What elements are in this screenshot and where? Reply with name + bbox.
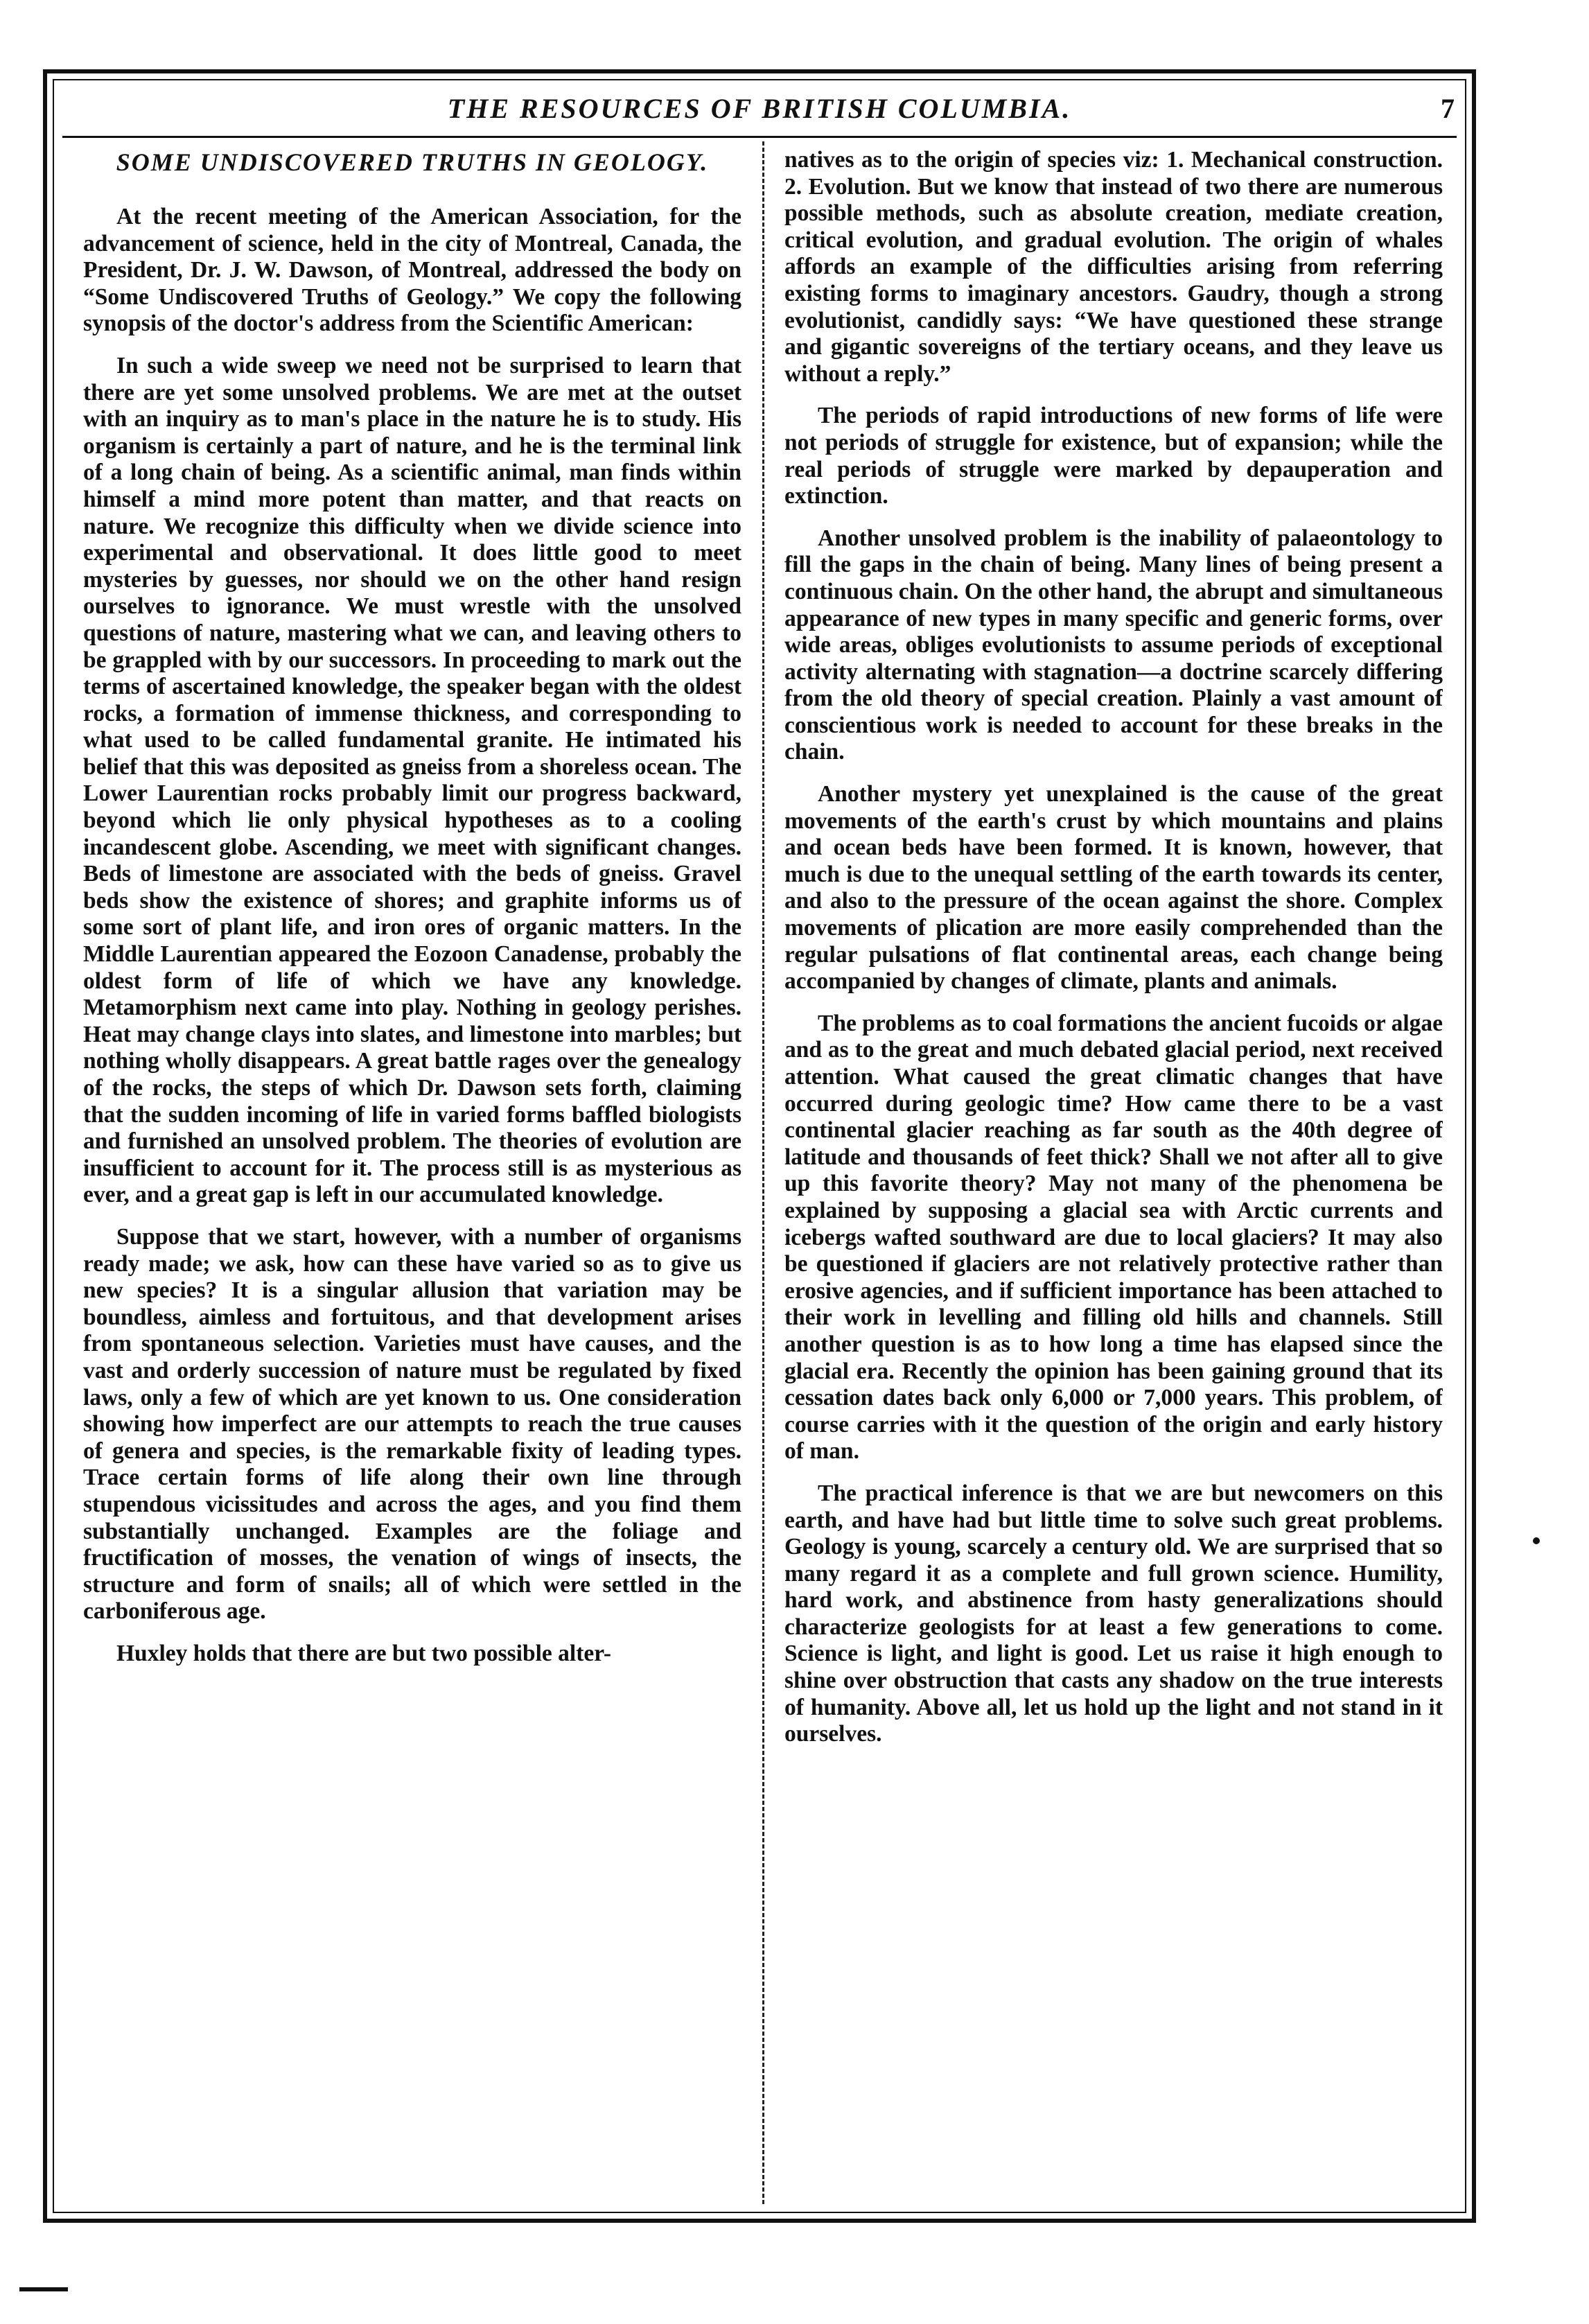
paragraph: The practical inference is that we are but newcomers on this earth, and have had but little time to solve such great problems. Geology is young, scarcely a century old. We are surprised that so many regard it as a complete and full grown science. Humility, hard work, and abstinence from hasty generalizations should characterize geologists for at least a few generations to come. Science is light, and light is good. Let us raise it high enough to shine over obstruction that casts any shadow on the true interests of humanity. Above all, let us hold up the light and not stand in it ourselves. bbox=[784, 1480, 1443, 1747]
paragraph: The periods of rapid introductions of new forms of life were not periods of struggle for existence, but of expansion; while the real periods of struggle were marked by depauperation and extinction. bbox=[784, 403, 1443, 509]
paragraph: Another mystery yet unexplained is the cause of the great movements of the earth's crust by which mountains and plains and ocean beds have been formed. It is known, however, that much is due to the unequal settling of the earth towards its center, and also to the pressure of the ocean against the shore. Complex movements of plication are more easily comprehended than the regular pulsations of flat continental areas, each change being accompanied by changes of climate, plants and animals. bbox=[784, 781, 1443, 995]
paragraph: Huxley holds that there are but two possible alter- bbox=[116, 1640, 612, 1666]
paragraph-continued: natives as to the origin of species viz: 1. Mechanical construction. 2. Evolution. But we know that instead of two there are numerous possible methods, such as absolute creation, mediate creation, critical evolution, and gradual evolution. The origin of whales affords an example of the difficulties arising from referring existing forms to imaginary ancestors. Gaudry, though a strong evolutionist, candidly says: “We have questioned these strange and gigantic sovereigns of the tertiary oceans, and they leave us without a reply.” bbox=[784, 147, 1443, 387]
article-title: SOME UNDISCOVERED TRUTHS IN GEOLOGY. bbox=[116, 148, 709, 176]
header-rule bbox=[62, 136, 1457, 138]
right-column bbox=[784, 147, 1443, 2199]
paragraph: The problems as to coal formations the ancient fucoids or algae and as to the great and much debated glacial period, next received attention. What caused the great climatic changes that have occurred during geologic time? How came there to be a vast continental glacier reaching as far south as the 40th degree of latitude and thousands of feet thick? Shall we not after all to give up this favorite theory? May not many of the phenomena be explained by supposing a glacial sea with Arctic currents and icebergs wafted southward are due to local glaciers? It may also be questioned if glaciers are not relatively protective rather than erosive agencies, and if sufficient importance has been attached to their work in levelling and filling old hills and channels. Still another question is as to how long a time has elapsed since the glacial era. Recently the opinion has been gaining ground that its cessation dates back only 6,000 or 7,000 years. This problem, of course carries with it the question of the origin and early history of man. bbox=[784, 1010, 1443, 1465]
running-title: THE RESOURCES OF BRITISH COLUMBIA. bbox=[447, 93, 1072, 124]
ink-dot bbox=[1533, 1537, 1540, 1544]
paragraph: At the recent meeting of the American Association, for the advancement of science, held in the city of Montreal, Canada, the President, Dr. J. W. Dawson, of Montreal, addressed the body on “Some Undiscovered Truths of Geology.” We copy the following synopsis of the doctor's address from the Scientific American: bbox=[83, 204, 741, 337]
running-header bbox=[62, 87, 1457, 130]
column-divider bbox=[762, 141, 764, 2204]
print-mark bbox=[19, 2287, 68, 2291]
paragraph: Another unsolved problem is the inability of palaeontology to fill the gaps in the chain of being. Many lines of being present a continuous chain. On the other hand, the abrupt and simultaneous appearance of new types in many specific and generic forms, over wide areas, obliges evolutionists to assume periods of exceptional activity alternating with stagnation—a doctrine scarcely differing from the old theory of special creation. Plainly a vast amount of conscientious work is needed to account for these breaks in the chain. bbox=[784, 525, 1443, 765]
paragraph: In such a wide sweep we need not be surprised to learn that there are yet some unsolved problems. We are met at the outset with an inquiry as to man's place in the nature he is to study. His organism is certainly a part of nature, and he is the terminal link of a long chain of being. As a scientific animal, man finds within himself a mind more potent than matter, and that reacts on nature. We recognize this difficulty when we divide science into experimental and observational. It does little good to meet mysteries by guesses, nor should we on the other hand resign ourselves to ignorance. We must wrestle with the unsolved questions of nature, mastering what we can, and leaving others to be grappled with by our successors. In proceeding to mark out the terms of ascertained knowledge, the speaker began with the oldest rocks, a formation of immense thickness, and corresponding to what used to be called fundamental granite. He intimated his belief that this was deposited as gneiss from a shoreless ocean. The Lower Laurentian rocks probably limit our progress backward, beyond which lie only physical hypotheses as to a cooling incandescent globe. Ascending, we meet with significant changes. Beds of limestone are associated with the beds of gneiss. Gravel beds show the existence of shores; and graphite informs us of some sort of plant life, and iron ores of organic matters. In the Middle Laurentian appeared the Eozoon Canadense, probably the oldest form of life of which we have any knowledge. Metamorphism next came into play. Nothing in geology perishes. Heat may change clays into slates, and limestone into marbles; but nothing wholly disappears. A great battle rages over the genealogy of the rocks, the steps of which Dr. Dawson sets forth, claiming that the sudden incoming of life in varied forms baffled biologists and furnished an unsolved problem. The theories of evolution are insufficient to account for it. The process still is as mysterious as ever, and a great gap is left in our accumulated knowledge. bbox=[83, 352, 741, 1208]
left-column bbox=[83, 147, 741, 2199]
page-number: 7 bbox=[1441, 93, 1457, 124]
paragraph: Suppose that we start, however, with a number of organisms ready made; we ask, how can these have varied so as to give us new species? It is a singular allusion that variation may be boundless, aimless and fortuitous, and that development arises from spontaneous selection. Varieties must have causes, and the vast and orderly succession of nature must be regulated by fixed laws, only a few of which are yet known to us. One consideration showing how imperfect are our attempts to reach the true causes of genera and species, is the remarkable fixity of leading types. Trace certain forms of life along their own line through stupendous vicissitudes and across the ages, and you find them substantially unchanged. Examples are the foliage and fructification of mosses, the venation of wings of insects, the structure and form of snails; all of which were settled in the carboniferous age. bbox=[83, 1223, 741, 1625]
